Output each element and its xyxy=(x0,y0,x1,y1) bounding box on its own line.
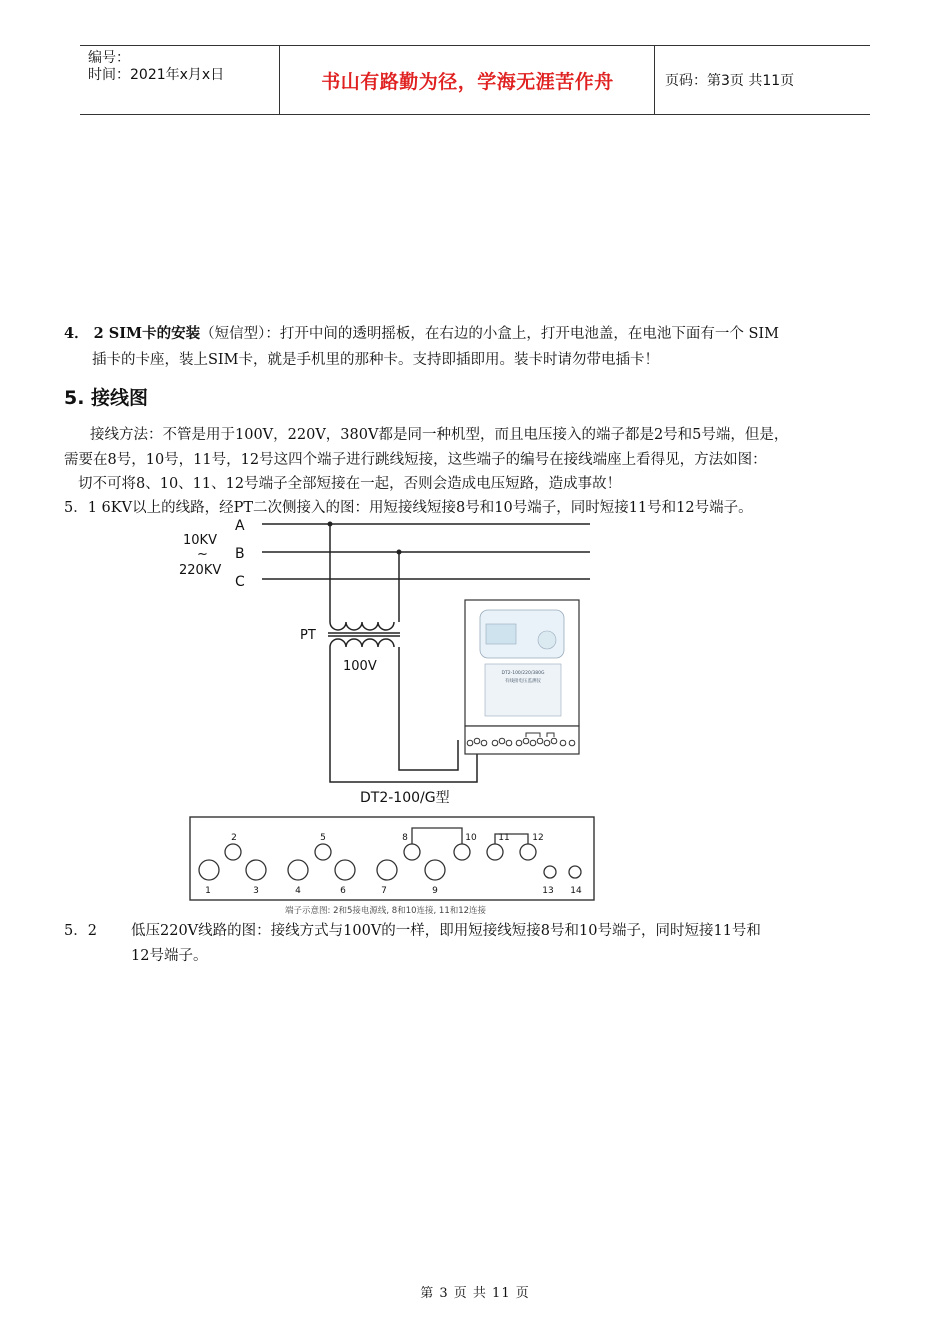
meter-device xyxy=(465,600,579,754)
section-5-heading: 5. 接线图 xyxy=(64,387,149,409)
terminal-label-5: 5 xyxy=(320,833,326,843)
section-5-1: 5．1 6KV以上的线路，经PT二次侧接入的图：用短接线短接8号和10号端子，同时短接11号和12号端子。 xyxy=(64,500,753,516)
terminal-5 xyxy=(315,844,331,860)
section-4-2-line2: 插卡的卡座，装上SIM卡，就是手机里的那种卡。支持即插即用。装卡时请勿带电插卡！ xyxy=(92,352,660,368)
section-5-2-line2: 12号端子。 xyxy=(131,948,208,964)
secondary-voltage-label: 100V xyxy=(343,659,377,674)
pt-transformer xyxy=(328,524,477,782)
terminal-label-8: 8 xyxy=(402,833,408,843)
terminal-label-1: 1 xyxy=(205,886,211,896)
terminal-block-diagram xyxy=(0,812,950,922)
page-info: 页码：第3页 共11页 xyxy=(665,73,795,89)
number-label: 编号： xyxy=(88,50,130,66)
voltage-bottom: 220KV xyxy=(179,563,222,578)
terminal-label-10: 10 xyxy=(465,833,477,843)
device-model-text: DT2-100/220/380G xyxy=(501,671,545,676)
terminal-caption: 端子示意图: 2和5接电源线, 8和10连接, 11和12连接 xyxy=(285,906,487,916)
pt-label: PT xyxy=(300,628,316,643)
section-5-2-number: 5．2 xyxy=(64,923,97,939)
section-4-2-line1 xyxy=(64,324,779,344)
warning-text: 切不可将8、10、11、12号端子全部短接在一起，否则会造成电压短路，造成事故！ xyxy=(78,476,622,492)
terminal-label-12: 12 xyxy=(532,833,544,843)
section-4-2-number: 4． 2 xyxy=(64,325,109,342)
terminal-label-3: 3 xyxy=(253,886,259,896)
model-label: DT2-100/G型 xyxy=(360,790,450,806)
terminal-12 xyxy=(520,844,536,860)
para1-line2: 需要在8号，10号，11号，12号这四个端子进行跳线短接，这些端子的编号在接线端座上看得见，方法如图： xyxy=(64,452,767,468)
terminal-label-11: 11 xyxy=(498,833,510,843)
terminal-label-2: 2 xyxy=(231,833,237,843)
para1-line1: 接线方法：不管是用于100V，220V，380V都是同一种机型，而且电压接入的端子都是2号和5号端，但是， xyxy=(90,427,789,443)
page-footer: 第 3 页 共 11 页 xyxy=(420,1286,530,1301)
terminal-6 xyxy=(335,860,355,880)
motto: 书山有路勤为径，学海无涯苦作舟 xyxy=(281,46,655,114)
phase-c-label: C xyxy=(235,574,245,590)
terminal-4 xyxy=(288,860,308,880)
header-meta xyxy=(80,46,280,114)
terminal-label-13: 13 xyxy=(542,886,554,896)
terminal-label-9: 9 xyxy=(432,886,438,896)
terminal-label-6: 6 xyxy=(340,886,346,896)
voltage-top: 10KV xyxy=(183,533,217,548)
terminal-label-7: 7 xyxy=(381,886,387,896)
terminal-label-14: 14 xyxy=(570,886,582,896)
terminal-9 xyxy=(425,860,445,880)
time-label: 时间：2021年x月x日 xyxy=(88,67,225,83)
phase-b-label: B xyxy=(235,546,245,562)
section-5-2-line1: 低压220V线路的图：接线方式与100V的一样，即用短接线短接8号和10号端子，同时短接11号和 xyxy=(131,923,761,939)
terminal-2 xyxy=(225,844,241,860)
header-table xyxy=(80,45,870,115)
terminal-14 xyxy=(569,866,581,878)
device-name-text: 有线接电压监测仪 xyxy=(505,679,541,684)
wiring-diagram xyxy=(0,512,950,812)
terminal-1 xyxy=(199,860,219,880)
section-4-2-title: SIM卡的安装 xyxy=(108,325,201,342)
terminal-11 xyxy=(487,844,503,860)
terminal-label-4: 4 xyxy=(295,886,301,896)
terminal-7 xyxy=(377,860,397,880)
terminal-8 xyxy=(404,844,420,860)
voltage-tilde: ~ xyxy=(197,547,208,562)
phase-a-label: A xyxy=(235,518,245,534)
terminal-13 xyxy=(544,866,556,878)
terminal-10 xyxy=(454,844,470,860)
terminal-3 xyxy=(246,860,266,880)
section-4-2-text: （短信型）：打开中间的透明摇板，在右边的小盒上，打开电池盖，在电池下面有一个 SIM xyxy=(200,326,779,342)
